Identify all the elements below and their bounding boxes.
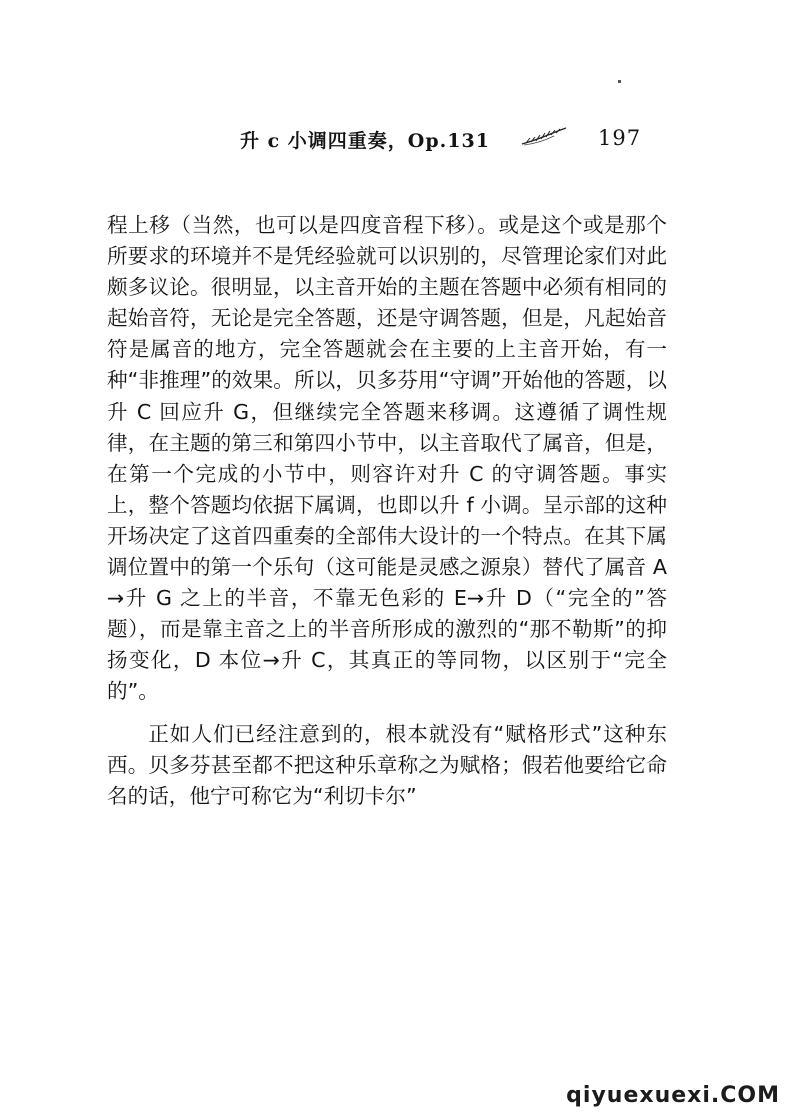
site-watermark: qiyuexuexi.COM (566, 1083, 780, 1108)
body-text (107, 210, 667, 812)
running-title: 升 c 小调四重奏，Op.131 (240, 130, 490, 152)
paragraph-new: 正如人们已经注意到的，根本就没有“赋格形式”这种东西。贝多芬甚至都不把这种乐章称之为赋格；假若他要给它命名的话，他宁可称它为“利切卡尔” (107, 721, 667, 808)
quill-flourish-icon (520, 126, 568, 148)
page-header (240, 122, 660, 154)
scan-speck (618, 80, 621, 83)
page-number: 197 (598, 126, 642, 150)
paragraph-continued: 程上移（当然，也可以是四度音程下移）。或是这个或是那个所要求的环境并不是凭经验就可以识别的，尽管理论家们对此颇多议论。很明显，以主音开始的主题在答题中必须有相同的起始音符，无论是完全答题，还是守调答题，但是，凡起始音符是属音的地方，完全答题就会在主要的上主音开始，有一种“非推理”的效果。所以，贝多芬用“守调”开始他的答题，以升 C 回应升 G，但继续完全答题来移调。这遵循了调性规律，在主题的第三和第四小节中，以主音取代了属音，但是，在第一个完成的小节中，则容许对升 C 的守调答题。事实上，整个答题均依据下属调，也即以升 f 小调。呈示部的这种开场决定了这首四重奏的全部伟大设计的一个特点。在其下属调位置中的第一个乐句（这可能是灵感之源泉）替代了属音 A→升 G 之上的半音，不靠无色彩的 E→升 D（“完全的”答题），而是靠主音之上的半音所形成的激烈的“那不勒斯”的抑扬变化，D 本位→升 C，其真正的等同物，以区别于“完全的”。 (107, 213, 667, 704)
